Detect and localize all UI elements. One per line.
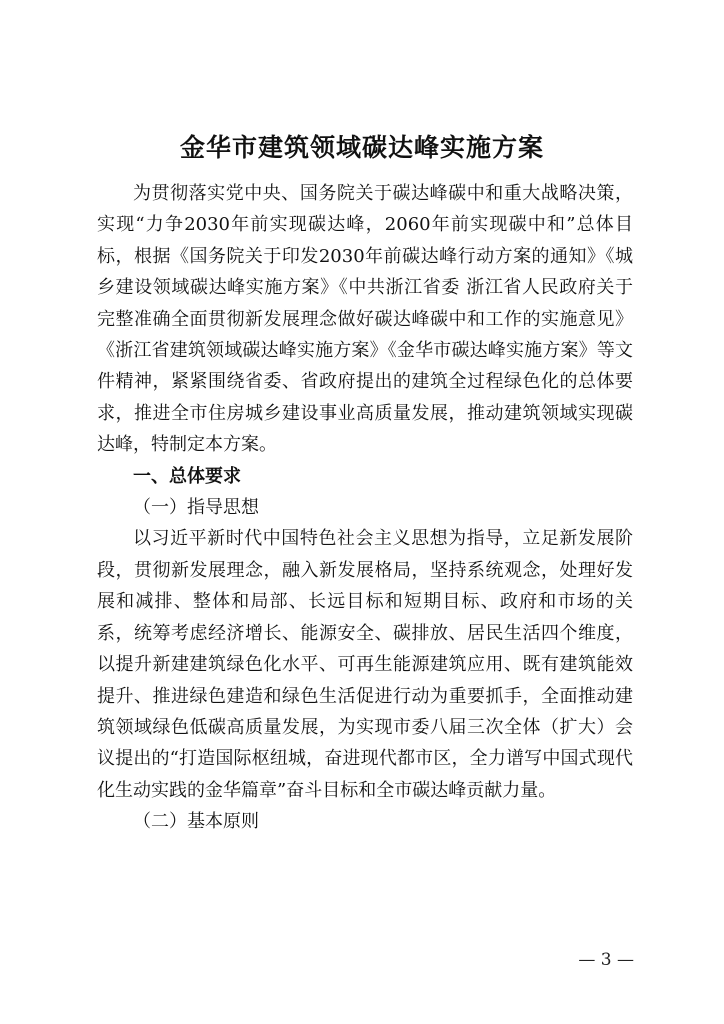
document-body (97, 178, 633, 838)
section-heading-general-requirements: 一、总体要求 (133, 465, 241, 487)
subsection-heading-guiding-ideology: （一）指导思想 (133, 497, 259, 519)
intro-paragraph: 为贯彻落实党中央、国务院关于碳达峰碳中和重大战略决策，实现“力争2030年前实现碳达峰，2060年前实现碳中和”总体目标，根据《国务院关于印发2030年前碳达峰行动方案的通知》《城乡建设领域碳达峰实施方案》《中共浙江省委 浙江省人民政府关于完整准确全面贯彻新发展理念做好碳达峰碳中和工作的实施意见》《浙江省建筑领域碳达峰实施方案》《金华市碳达峰实施方案》等文件精神，紧紧围绕省委、省政府提出的建筑全过程绿色化的总体要求，推进全市住房城乡建设事业高质量发展，推动建筑领域实现碳达峰，特制定本方案。 (97, 183, 633, 456)
subsection-heading-basic-principles: （二）基本原则 (133, 811, 259, 833)
document-title: 金华市建筑领域碳达峰实施方案 (179, 133, 544, 162)
page-number: — 3 — (578, 950, 634, 970)
guiding-ideology-paragraph: 以习近平新时代中国特色社会主义思想为指导，立足新发展阶段，贯彻新发展理念，融入新发展格局，坚持系统观念，处理好发展和减排、整体和局部、长远目标和短期目标、政府和市场的关系，统筹考虑经济增长、能源安全、碳排放、居民生活四个维度，以提升新建建筑绿色化水平、可再生能源建筑应用、既有建筑能效提升、推进绿色建造和绿色生活促进行动为重要抓手，全面推动建筑领域绿色低碳高质量发展，为实现市委八届三次全体（扩大）会议提出的“打造国际枢纽城，奋进现代都市区，全力谱写中国式现代化生动实践的金华篇章”奋斗目标和全市碳达峰贡献力量。 (97, 528, 633, 801)
